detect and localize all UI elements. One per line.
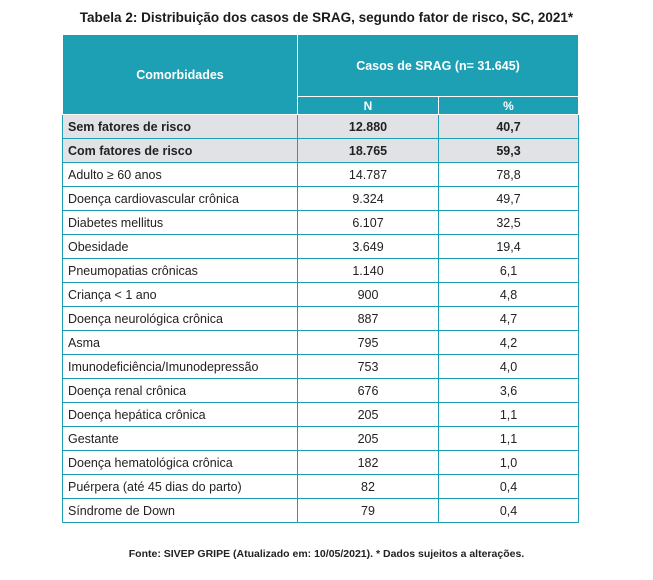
row-percent: 59,3 — [439, 139, 579, 163]
row-n: 82 — [298, 475, 439, 499]
row-label: Doença hematológica crônica — [63, 451, 298, 475]
row-percent: 4,0 — [439, 355, 579, 379]
table-row — [63, 307, 579, 331]
table-row — [63, 355, 579, 379]
row-percent: 1,0 — [439, 451, 579, 475]
row-n: 1.140 — [298, 259, 439, 283]
row-n: 753 — [298, 355, 439, 379]
row-n: 887 — [298, 307, 439, 331]
row-n: 9.324 — [298, 187, 439, 211]
table-row — [63, 163, 579, 187]
row-label: Com fatores de risco — [63, 139, 298, 163]
row-n: 205 — [298, 403, 439, 427]
row-percent: 19,4 — [439, 235, 579, 259]
row-percent: 49,7 — [439, 187, 579, 211]
row-n: 14.787 — [298, 163, 439, 187]
table-title: Tabela 2: Distribuição dos casos de SRAG, segundo fator de risco, SC, 2021* — [79, 10, 574, 25]
row-n: 182 — [298, 451, 439, 475]
row-n: 18.765 — [298, 139, 439, 163]
row-percent: 6,1 — [439, 259, 579, 283]
row-n: 3.649 — [298, 235, 439, 259]
row-percent: 32,5 — [439, 211, 579, 235]
row-n: 6.107 — [298, 211, 439, 235]
row-percent: 40,7 — [439, 115, 579, 139]
row-percent: 1,1 — [439, 427, 579, 451]
header-comorbidades: Comorbidades — [63, 35, 298, 115]
row-n: 205 — [298, 427, 439, 451]
row-percent: 4,7 — [439, 307, 579, 331]
row-label: Puérpera (até 45 dias do parto) — [63, 475, 298, 499]
row-label: Síndrome de Down — [63, 499, 298, 523]
row-label: Diabetes mellitus — [63, 211, 298, 235]
row-label: Gestante — [63, 427, 298, 451]
table-row — [63, 187, 579, 211]
source-note: Fonte: SIVEP GRIPE (Atualizado em: 10/05/2021). * Dados sujeitos a alterações. — [128, 548, 525, 560]
table-row — [63, 211, 579, 235]
row-percent: 78,8 — [439, 163, 579, 187]
table-row — [63, 139, 579, 163]
table-row — [63, 403, 579, 427]
table-row — [63, 379, 579, 403]
row-label: Doença cardiovascular crônica — [63, 187, 298, 211]
table-row — [63, 499, 579, 523]
row-n: 795 — [298, 331, 439, 355]
row-percent: 4,2 — [439, 331, 579, 355]
header-n: N — [298, 97, 439, 115]
table-row — [63, 475, 579, 499]
table-row — [63, 115, 579, 139]
row-percent: 3,6 — [439, 379, 579, 403]
row-n: 79 — [298, 499, 439, 523]
row-percent: 0,4 — [439, 475, 579, 499]
row-label: Pneumopatias crônicas — [63, 259, 298, 283]
srag-risk-factor-table — [62, 34, 579, 523]
row-label: Doença hepática crônica — [63, 403, 298, 427]
table-row — [63, 235, 579, 259]
header-casos-srag: Casos de SRAG (n= 31.645) — [298, 35, 579, 97]
row-label: Asma — [63, 331, 298, 355]
row-label: Doença neurológica crônica — [63, 307, 298, 331]
row-n: 676 — [298, 379, 439, 403]
table-row — [63, 259, 579, 283]
row-n: 12.880 — [298, 115, 439, 139]
table-row — [63, 331, 579, 355]
row-percent: 4,8 — [439, 283, 579, 307]
row-label: Imunodeficiência/Imunodepressão — [63, 355, 298, 379]
row-label: Doença renal crônica — [63, 379, 298, 403]
row-percent: 1,1 — [439, 403, 579, 427]
row-n: 900 — [298, 283, 439, 307]
row-label: Adulto ≥ 60 anos — [63, 163, 298, 187]
row-label: Obesidade — [63, 235, 298, 259]
header-percent: % — [439, 97, 579, 115]
table-row — [63, 451, 579, 475]
table-row — [63, 427, 579, 451]
row-label: Criança < 1 ano — [63, 283, 298, 307]
row-label: Sem fatores de risco — [63, 115, 298, 139]
row-percent: 0,4 — [439, 499, 579, 523]
table-row — [63, 283, 579, 307]
